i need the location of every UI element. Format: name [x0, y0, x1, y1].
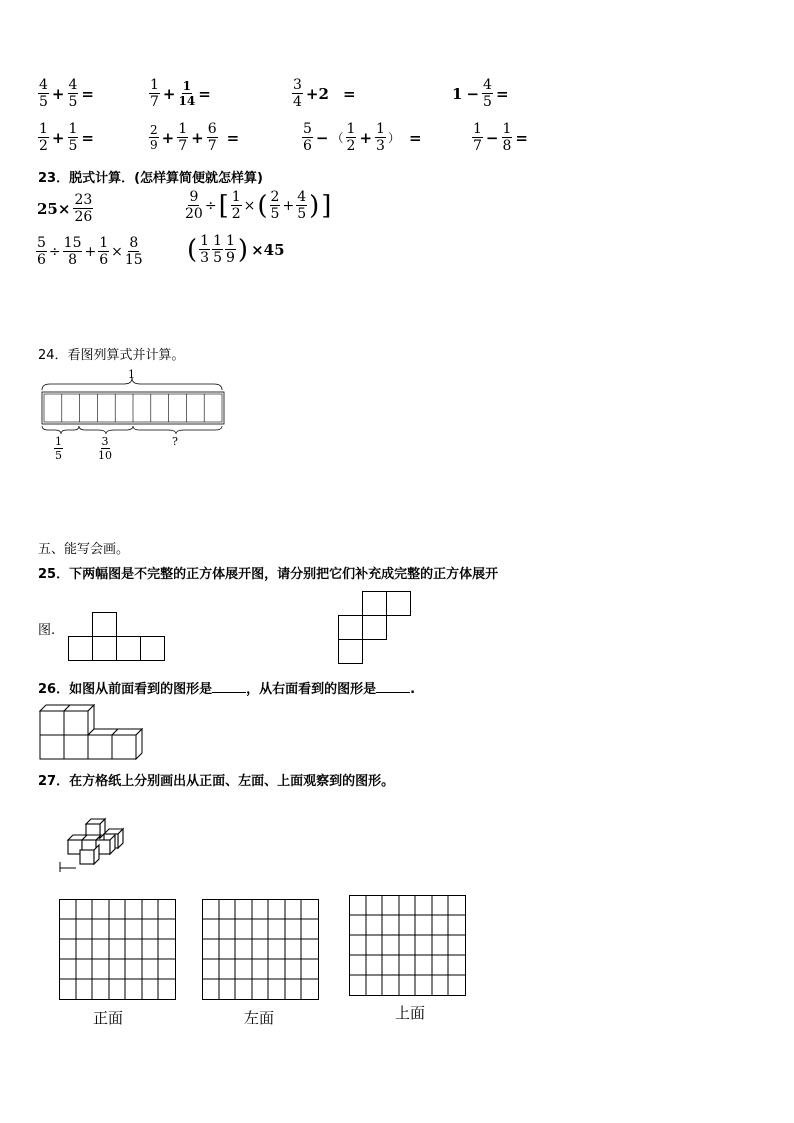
q27-cube-figure	[56, 810, 136, 876]
q22-expr-2-4: $\frac{1}{7}$ − $\frac{1}{8}$ =	[473, 121, 528, 154]
bar-diagram	[40, 368, 240, 468]
q22-expr-2-2: $\frac{2}{9}$ + $\frac{1}{7}$ + $\frac{6}{7}$ =	[150, 121, 240, 154]
grid-top-label: 上面	[395, 1004, 426, 1022]
q22-expr-1-2: $\frac{1}{7}$ + $\frac{1}{14}$ =	[150, 77, 211, 110]
q25-title-line2: 图.	[38, 623, 56, 638]
q24-seg2-label: $\frac{3}{10}$	[98, 435, 112, 462]
cube-cluster	[56, 810, 136, 872]
q24-seg3-label: ?	[172, 435, 178, 448]
grid-front[interactable]	[59, 899, 176, 1004]
q22-expr-1-1: $\frac{4}{5}$ + $\frac{4}{5}$ =	[39, 77, 94, 110]
q23-expr-1: 25× $\frac{23}{26}$	[37, 192, 93, 225]
q26-blank-right[interactable]	[376, 680, 410, 693]
q24-top-label: 1	[128, 368, 135, 381]
q22-expr-1-4: 1 − $\frac{4}{5}$ =	[452, 77, 509, 110]
q27-title: 27．在方格纸上分别画出从正面、左面、上面观察到的图形。	[38, 774, 395, 789]
fraction: $\frac{4}{5}$	[39, 77, 48, 110]
grid-front-label: 正面	[93, 1009, 124, 1027]
q24-title: 24．看图列算式并计算。	[38, 348, 185, 363]
q23-expr-4: ( $\frac{1}{3}$ $\frac{1}{5}$ $\frac{1}{9}$ ) ×45	[187, 233, 285, 266]
q23-expr-3: $\frac{5}{6}$ ÷ $\frac{15}{8}$ + $\frac{1}{6}$ × $\frac{8}{15}$	[37, 235, 143, 268]
q25-title-line1: 25．下两幅图是不完整的正方体展开图，请分别把它们补充成完整的正方体展开	[38, 567, 499, 582]
cube-stack	[38, 702, 158, 764]
q22-expr-2-3: $\frac{5}{6}$ − （ $\frac{1}{2}$ + $\frac{1}{3}$ ） =	[303, 121, 422, 154]
q26-blank-front[interactable]	[212, 680, 246, 693]
q24-diagram	[40, 368, 240, 468]
q22-expr-1-3: $\frac{3}{4}$ +2 =	[293, 77, 356, 110]
q24-seg1-label: $\frac{1}{5}$	[55, 435, 62, 462]
grid-left[interactable]	[202, 899, 319, 1004]
q22-expr-2-1: $\frac{1}{2}$ + $\frac{1}{5}$ =	[39, 121, 94, 154]
grid-left-label: 左面	[244, 1009, 275, 1027]
q23-title: 23．脱式计算．(怎样算简便就怎样算)	[38, 171, 263, 186]
fraction: $\frac{4}{5}$	[68, 77, 78, 110]
q26-text: 26．如图从前面看到的图形是 ，从右面看到的图形是 .	[38, 682, 416, 697]
grid-top[interactable]	[349, 895, 466, 1000]
q23-expr-2: $\frac{9}{20}$ ÷ [ $\frac{1}{2}$ × ( $\frac{2}{5}$ + $\frac{4}{5}$ ) ]	[185, 189, 332, 222]
q26-cube-figure	[38, 702, 158, 768]
section5-title: 五、能写会画。	[38, 542, 130, 557]
